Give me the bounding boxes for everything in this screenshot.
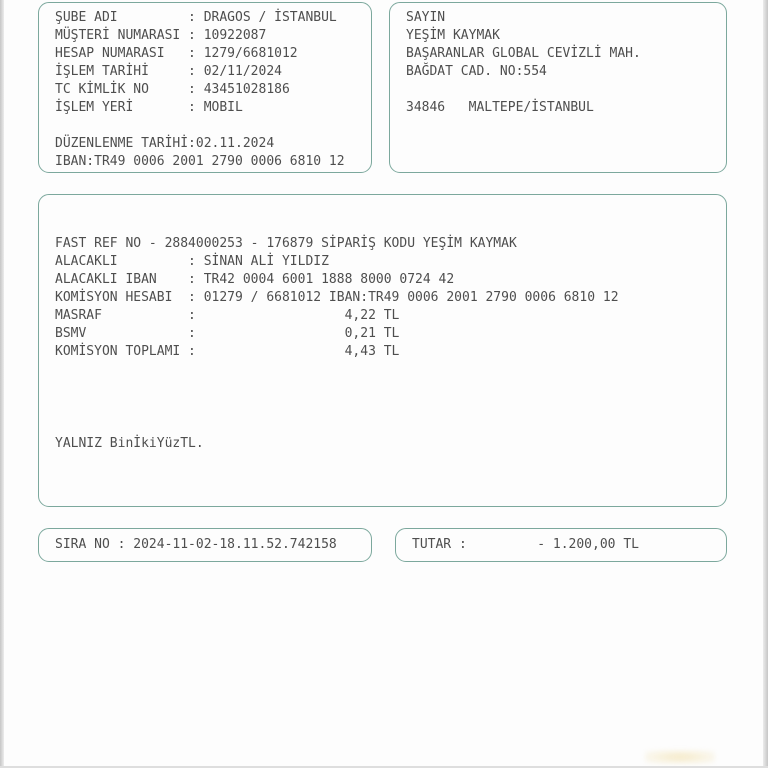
- fast-ref-line: FAST REF NO - 2884000253 - 176879 SİPARİŞ KODU YEŞİM KAYMAK: [55, 236, 517, 251]
- branch-account-info-box: [38, 2, 372, 173]
- salutation-line: SAYIN: [406, 10, 446, 25]
- transaction-details-box: [38, 194, 727, 507]
- postal-city-line: 34846 MALTEPE/İSTANBUL: [406, 100, 594, 115]
- total-amount-box: [395, 528, 727, 562]
- payee-iban-line: ALACAKLI IBAN : TR42 0004 6001 1888 8000 0724 42: [55, 272, 455, 287]
- commission-total-line: KOMİSYON TOPLAMI : 4,43 TL: [55, 344, 400, 359]
- commission-account-line: KOMİSYON HESABI : 01279 / 6681012 IBAN:TR49 0006 2001 2790 0006 6810 12: [55, 290, 619, 305]
- blank-line: [406, 81, 726, 99]
- sequence-number-box: [38, 528, 372, 562]
- blank-line: [55, 117, 371, 135]
- recipient-name-line: YEŞİM KAYMAK: [406, 28, 500, 43]
- iban-line: IBAN:TR49 0006 2001 2790 0006 6810 12: [55, 154, 345, 169]
- issue-date-line: DÜZENLENME TARİHİ:02.11.2024: [55, 136, 275, 151]
- bsmv-tax-line: BSMV : 0,21 TL: [55, 326, 400, 341]
- page-left-edge: [0, 0, 4, 768]
- transaction-date-line: İŞLEM TARİHİ : 02/11/2024: [55, 64, 282, 79]
- fee-line: MASRAF : 4,22 TL: [55, 308, 400, 323]
- address-line-2: BAĞDAT CAD. NO:554: [406, 64, 547, 79]
- address-line-1: BAŞARANLAR GLOBAL CEVİZLİ MAH.: [406, 46, 641, 61]
- recipient-address-box: [389, 2, 727, 173]
- account-number-line: HESAP NUMARASI : 1279/6681012: [55, 46, 298, 61]
- channel-line: İŞLEM YERİ : MOBIL: [55, 100, 243, 115]
- sequence-number-line: SIRA NO : 2024-11-02-18.11.52.742158: [55, 537, 337, 552]
- branch-name-line: ŞUBE ADI : DRAGOS / İSTANBUL: [55, 10, 337, 25]
- page-right-edge: [763, 0, 768, 768]
- tc-id-number-line: TC KİMLİK NO : 43451028186: [55, 82, 290, 97]
- total-amount-line: TUTAR : - 1.200,00 TL: [412, 537, 639, 552]
- payee-line: ALACAKLI : SİNAN ALİ YILDIZ: [55, 254, 329, 269]
- amount-in-words-line: YALNIZ BinİkiYüzTL.: [55, 436, 204, 451]
- customer-number-line: MÜŞTERİ NUMARASI : 10922087: [55, 28, 267, 43]
- stain-mark: [645, 750, 715, 764]
